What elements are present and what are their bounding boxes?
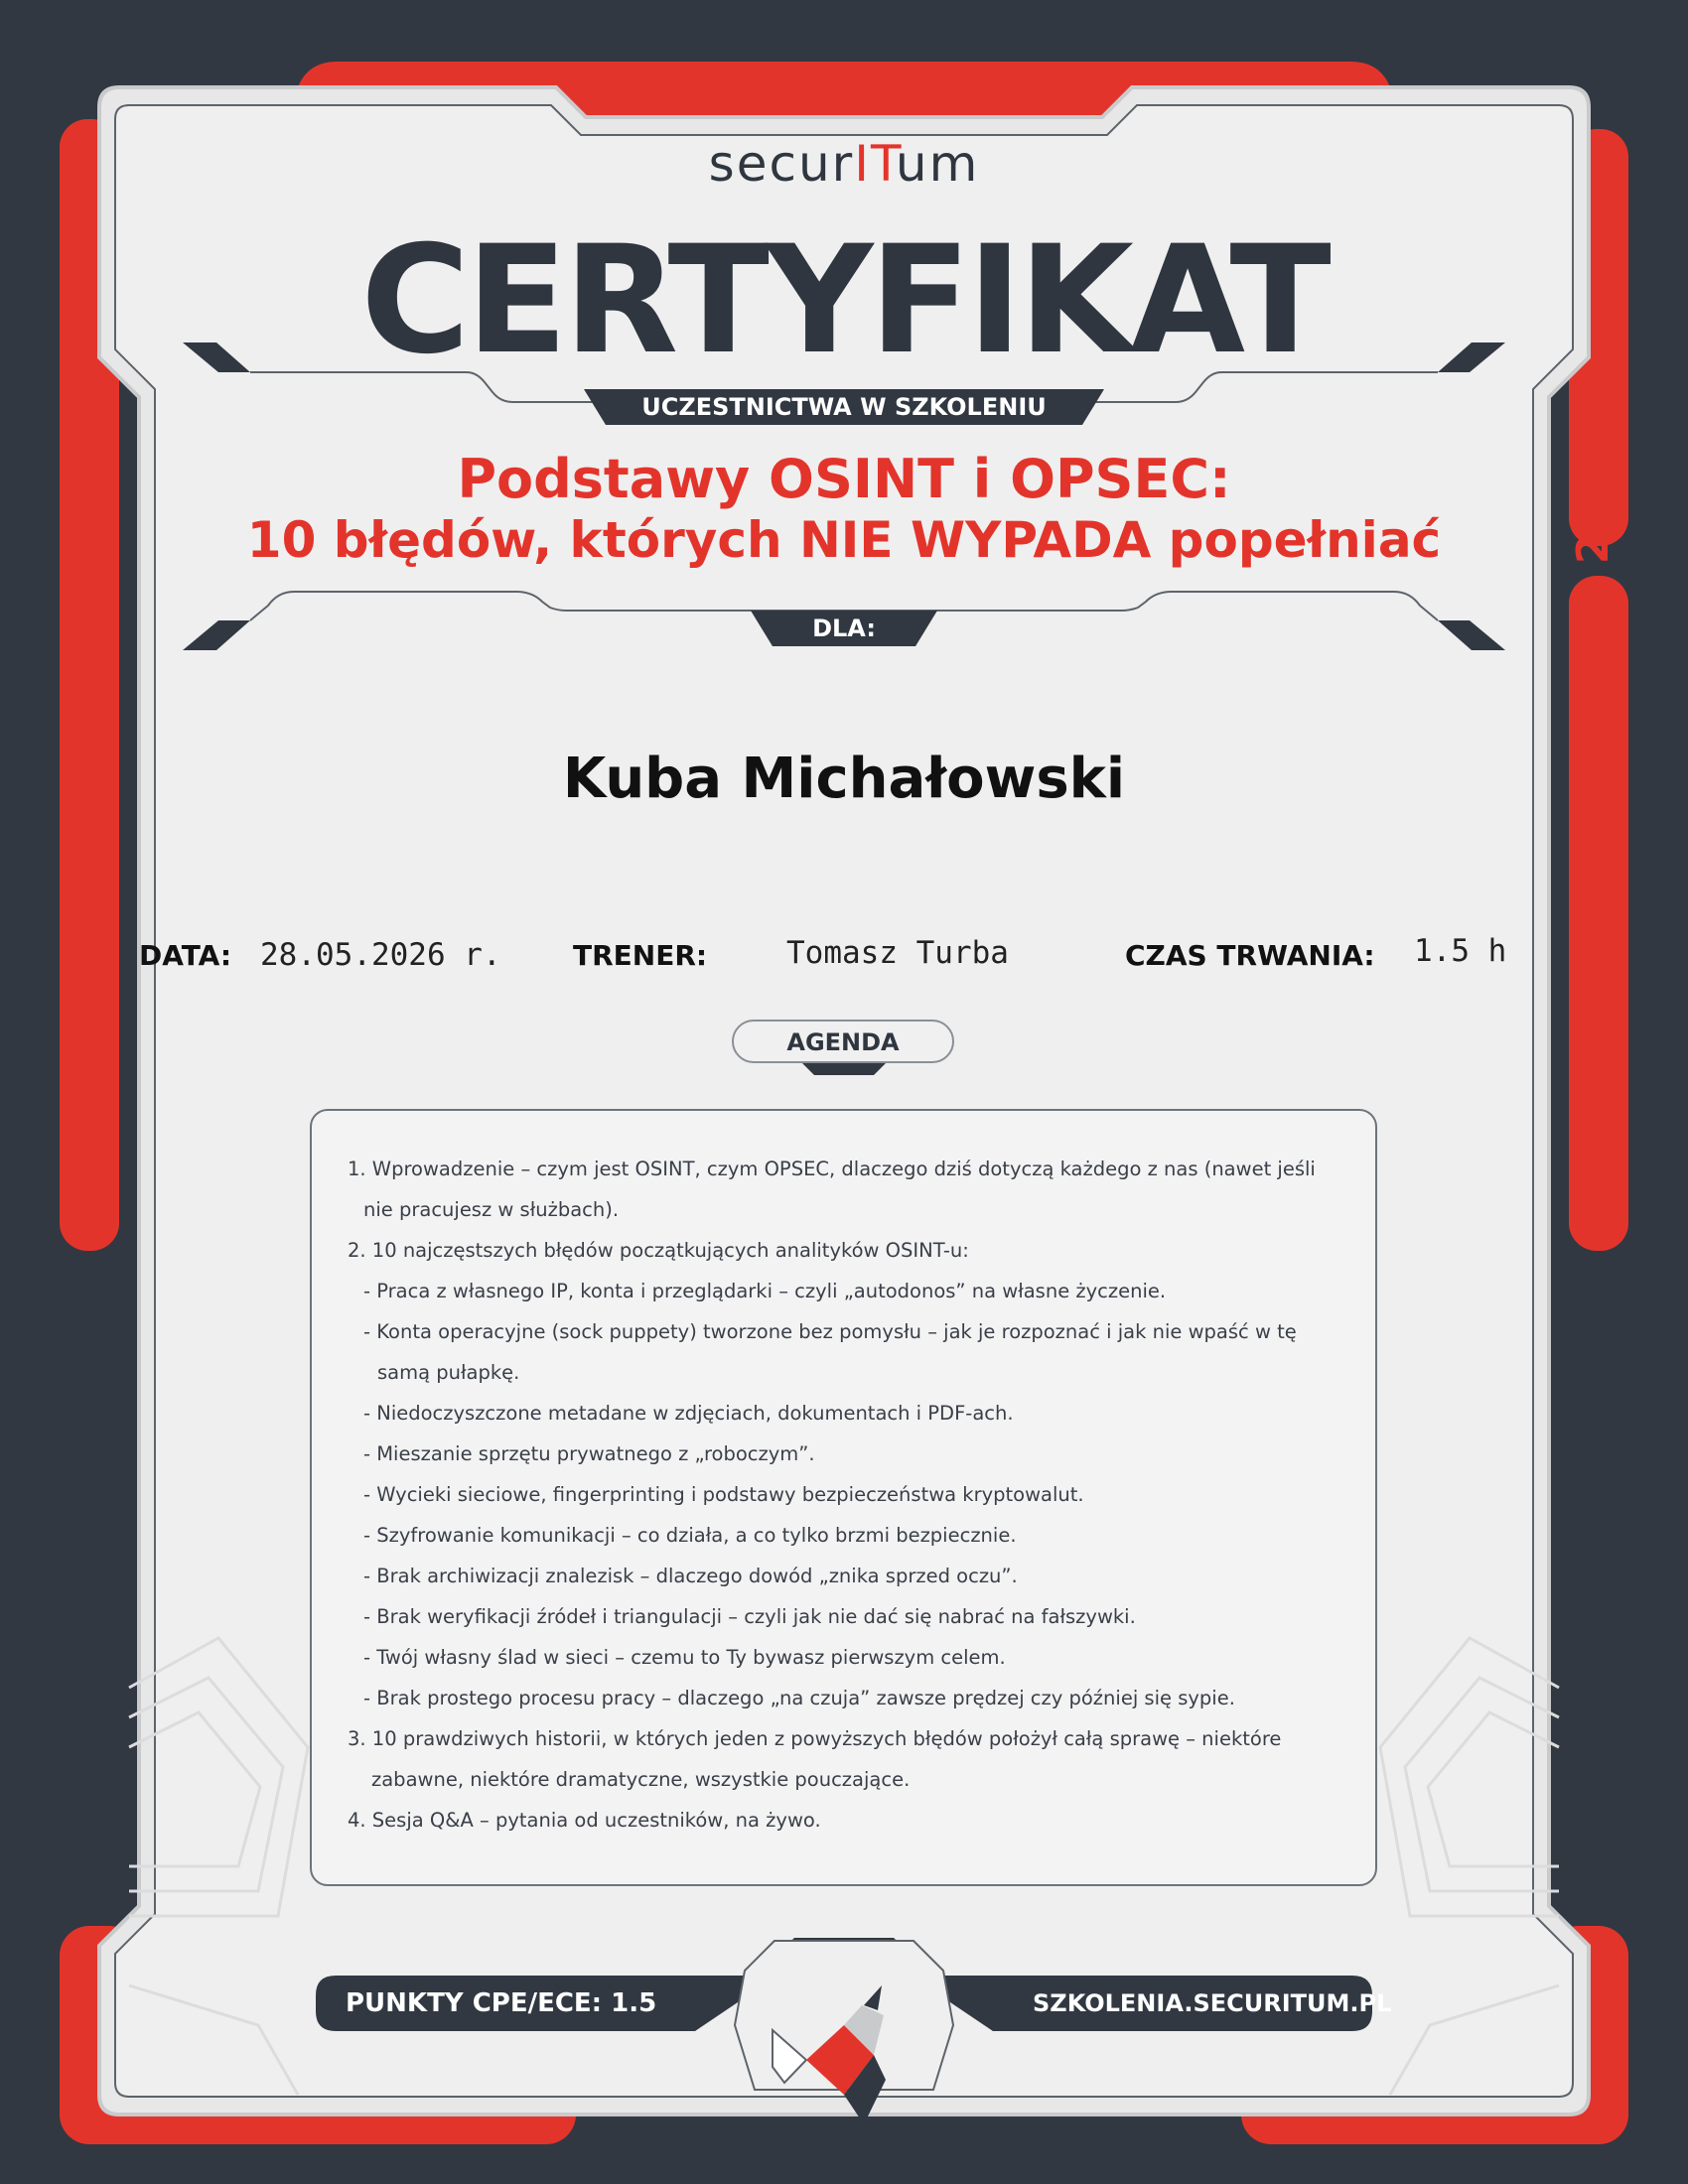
agenda-item: - Praca z własnego IP, konta i przeglądarki – czyli „autodonos” na własne życzenie.	[363, 1280, 1167, 1302]
duration-label: CZAS TRWANIA:	[1125, 939, 1375, 972]
certificate-subtitle: UCZESTNICTWA W SZKOLENIU	[641, 393, 1047, 421]
duration-value: 1.5 h	[1414, 933, 1507, 969]
agenda-item: - Konta operacyjne (sock puppety) tworzone bez pomysłu – jak je rozpoznać i jak nie wpaść w tę	[363, 1320, 1297, 1343]
agenda-item: nie pracujesz w służbach).	[363, 1198, 620, 1221]
agenda-label: AGENDA	[732, 1020, 954, 1063]
cpe-points: PUNKTY CPE/ECE: 1.5	[346, 1988, 657, 2018]
agenda-item: - Brak prostego procesu pracy – dlaczego „na czuja” zawsze prędzej czy później się sypie.	[363, 1687, 1235, 1709]
agenda-item: zabawne, niektóre dramatyczne, wszystkie pouczające.	[371, 1768, 911, 1791]
agenda-item: - Brak archiwizacji znalezisk – dlaczego dowód „znika sprzed oczu”.	[363, 1565, 1018, 1587]
securitum-logo	[0, 135, 1688, 193]
agenda-item: - Wycieki sieciowe, fingerprinting i podstawy bezpieczeństwa kryptowalut.	[363, 1483, 1084, 1506]
agenda-box	[310, 1109, 1377, 1886]
logo-text-prefix: secur	[708, 135, 855, 193]
agenda-item: - Szyfrowanie komunikacji – co działa, a co tylko brzmi bezpiecznie.	[363, 1524, 1017, 1547]
agenda-item: 3. 10 prawdziwych historii, w których jeden z powyższych błędów położył całą sprawę – niektóre	[348, 1727, 1282, 1750]
agenda-item: 4. Sesja Q&A – pytania od uczestników, na żywo.	[348, 1809, 821, 1832]
agenda-item: 2. 10 najczęstszych błędów początkujących analityków OSINT-u:	[348, 1239, 969, 1262]
trainer-value: Tomasz Turba	[786, 935, 1009, 971]
for-label: DLA:	[812, 614, 876, 642]
date-label: DATA:	[139, 939, 232, 972]
agenda-item: - Niedoczyszczone metadane w zdjęciach, dokumentach i PDF-ach.	[363, 1402, 1014, 1425]
agenda-item: samą pułapkę.	[377, 1361, 520, 1384]
certificate-title: CERTYFIKAT	[360, 214, 1328, 387]
logo-text-suffix: um	[895, 135, 980, 193]
course-title-line2: 10 błędów, których NIE WYPADA popełniać	[246, 511, 1442, 569]
website-link[interactable]: SZKOLENIA.SECURITUM.PL	[1033, 1989, 1392, 2017]
agenda-item: - Mieszanie sprzętu prywatnego z „roboczym”.	[363, 1442, 815, 1465]
date-value: 28.05.2026 r.	[260, 937, 501, 973]
trainer-label: TRENER:	[573, 939, 708, 972]
agenda-item: - Twój własny ślad w sieci – czemu to Ty bywasz pierwszym celem.	[363, 1646, 1006, 1669]
participant-name: Kuba Michałowski	[562, 747, 1126, 811]
agenda-item: 1. Wprowadzenie – czym jest OSINT, czym OPSEC, dlaczego dziś dotyczą każdego z nas (nawet jeśli	[348, 1158, 1316, 1180]
agenda-item: - Brak weryfikacji źródeł i triangulacji – czyli jak nie dać się nabrać na fałszywki.	[363, 1605, 1136, 1628]
course-title-line1: Podstawy OSINT i OPSEC:	[457, 448, 1231, 510]
year-label: 2026	[1568, 438, 1618, 565]
logo-text-accent: IT	[854, 135, 896, 193]
